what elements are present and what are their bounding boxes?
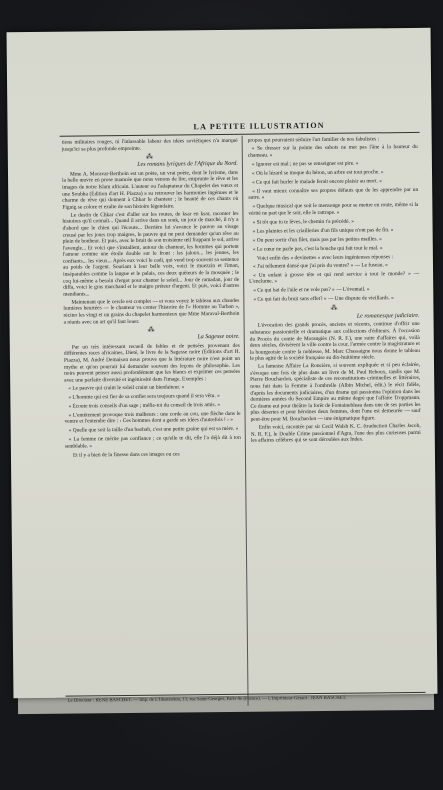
quote: « Quelque musical que soit le mensonge pour se mettre en route, même si la vérité ne part que le soir, elle le rattrape. » [248,202,419,217]
quote: « Les plaintes et les criailleries d'un fils unique n'ont pas de fin. » [252,226,394,235]
section-heading: Le romanesque judiciaire. [356,312,420,320]
section-heading: La Sagesse noire. [197,334,240,341]
quote: « La femme ne mérite pas confiance ; ce qu'elle te dit, elle l'a déjà dit à ton semblable. » [64,435,241,450]
quote: « Il vaut mieux connaître ses propres défauts que de les apprendre par un autre. » [248,186,419,201]
quote: « Ignorer est mal ; ne pas se renseigner est pire. » [251,160,359,168]
paragraph: Mme A. Moravat-Berthoin est un poète, un vrai poète, dont le lyrisme, dans la belle œuvre en prose nuancée que nous venons de lire, emprunte le rêve et les images de notre Islam africain. L'auteur ou l'adaptateur du Chapelet des vœux et une Soubha (Édition d'art H. Piazza) a su retrouver les harmonies ingénues et le charme de rêve qui donnent à Chkar le chanteur ; le beauté de ces chants où Figuig se colore et exalte de son histoire légendaire. [62,169,239,211]
quote: « On peut sortir d'un filet, mais pas par les petites mailles. » [252,235,382,244]
publication-title: LA PETITE ILLUSTRATION [193,120,325,132]
left-column [62,138,244,696]
paragraph: tions militaires rouges, ni l'inlassable labeur des idées soviétiques n'a marqué jusqu'ici sa plus profonde empreinte. [61,137,238,153]
riddle: « Ce qui bat de l'aile et ne vole pas? » — L'éventail. » [253,286,370,294]
section-ornament: ⁂ [330,303,339,312]
paragraph: L'évocation des grands procès, anciens et récents, continue d'offrir une substance passionnelle et dramatique aux collections d'éditeurs. À l'occasion du Procès du comte de Morangiès (N. R. F.), une suite d'affaires qui, voilà deux siècles, divisèrent la ville contre la cour, l'armée contre la magistrature et la bourgeoisie contre la noblesse, M. Marc Chassaigne nous donne le tableau le plus agité de la société française au dix-huitième siècle. [249,321,420,362]
section-ornament: ⁂ [145,152,154,161]
paragraph: Et il y a bien de la finesse dans ces images ou ces [72,451,180,459]
paragraph: Par un très intéressant recueil de fables et de pensées provenant des différentes races africaines, Dieté, le livre de la Sagesse noire (Éditions d'art H. Piazza), M. André Demaison nous prouve que la littérature noire n'est point un mythe et qu'on pourrait lui demander souvent des leçons de philosophie. Les noirs peuvent penser aussi profondément que les blancs et exprimer ces pensées avec une parfaite diversité et ingéniosité dans l'image. Exemples : [63,342,241,384]
quote: « Où le lézard se moque du héron, un arbre est tout proche. » [251,168,384,177]
paragraph: La fameuse Affaire La Roncière, si souvent expliquée et si peu éclairée, s'évoque une fois de plus dans un livre de M. Paul Reboux, tandis que M. Pierre Bouchardon, spécialiste de ces reconstitutions criminelles et littéraires, nous fait dans la Femme à l'ombrelle (Albin Michel, édit.) le récit fidèle, d'après les documents judiciaires, d'un drame qui passionna l'opinion dans les dernières années du Second Empire au même degré que l'affaire Troppmann. Ce drame eut pour théâtre la forêt de Fontainebleau dans une de ses parties les plus désertes et pour héroïnes deux femmes, dont l'une est demeurée — sauf peut-être pour M. Bouchardon — une énigmatique figure. [250,362,421,423]
quote: « Le pauvre qui craint le soleil craint un bienfaiteur. » [68,384,185,392]
quote: « Quelle que soit la taille d'un baobab, c'est une petite graine qui est sa mère. » [68,426,239,434]
paragraph: Maintenant que le cercle est complet — et vous voyez le tableau aux chaudes lumières heurtées — le chanteur va conter l'histoire de l'« Homme au Turban », réciter les vingt et un grains du chapelet harmonieux que Mme Maraval-Berthoin a réunis avec un art qu'il faut louer. [63,297,240,326]
paragraph: Voici enfin des « devinettes » avec leurs ingénieuses réponses : [256,253,394,262]
paragraph: Le destin de Chkar c'est d'aller sur les routes, de ksar en ksar, raconter les histoires qu'il connaît... Quand il arrive dans un souk, un jour de marché, il n'y a d'abord que le chien qui l'écoute... Derrière lui s'avance le pauvre au visage creusé par les jours trop maigres, le pauvre qui ne peut demander qu'un rêve au plein de bonheur. Et puis, avec le bruit de son troisième œil frappant le sol, arrive l'aveugle... Et voici que s'installent, autour du chanteur, les hommes qui portent l'amour comme une étoile double sur le front : les jaloux... les jeunes, les confiants... les vieux... Après eux voici le cadi, qui vend trop souvent sa sentence au poids de l'argent. Souriant à leur belle voix, voici le muezzin et l'iman, inséparables comme la langue et le palais, ces deux quêteurs de la mosquée ; le coq lui-même a besoin d'ergot pour chanter le soleil... Jour de ramadan, jour de diffa, voici le gras marchand et le maigre préteur d'argent. Et puis, voici d'autres mendiants... [62,210,240,298]
riddle: « Ce qui fait du bruit sans effet? » — Une dispute de vieillards. » [253,295,394,303]
quote: « Si tôt que tu te lèves, le chemin t'a précédé. » [252,218,354,226]
paragraph: Enfin voici, racontée par sir Cecil Walsh K. C. (traduction Charles Jacob, N. R. F.), le Double Crime passionnel d'Agra, l'une des plus curieuses parmi les affaires célèbres qui se sont déroulées aux Indes. [250,422,421,444]
quote: « L'entêtement provoque trois malheurs : une corde au cou, une flèche dans le ventre et l'entendre dire : ‹ Ces hommes dont a gardé ses idées d'autrefois ! › » [64,410,241,425]
quote: « Ce qui fait hurler le malade ferait encore plaisir au mort. » [252,177,382,186]
quote: « Le cœur ne parle pas, c'est la bouche qui fait tout le mal. » [252,244,383,253]
right-column [248,136,424,694]
magazine-page [7,28,438,704]
quote: « Se dresser sur la pointe des sabots ne met pas l'âne à la hauteur du chameau. » [247,143,418,159]
quote: « L'homme qui est fier de sa confiet sera toujours quand il sera vêtu. » [68,392,220,401]
paragraph: propos qui pourraient séduire l'art familier de nos fabulistes : [247,136,380,144]
imprint-text: Le Directeur : RENÉ BASCHET. — Imp. de L'Illustration, 13, rue Saint-Georges, Paris-9e (France). — L'Imprimeur-Gérant : JEAN BASCHET. [67,695,347,704]
riddle: « J'ai tellement dansé que j'ai pris du ventre? » — Le fuseau. » [252,261,388,270]
section-ornament: ⁂ [147,325,156,334]
riddle: « Un enfant à grosse tête et qui rend service à tout le monde? » — L'enclume. » [249,270,420,285]
section-heading: Les romans lyriques de l'Afrique du Nord. [137,160,238,169]
quote: « Écoute trois conseils d'un sage ; méfie-toi du conseil de trois amis. » [68,401,221,410]
